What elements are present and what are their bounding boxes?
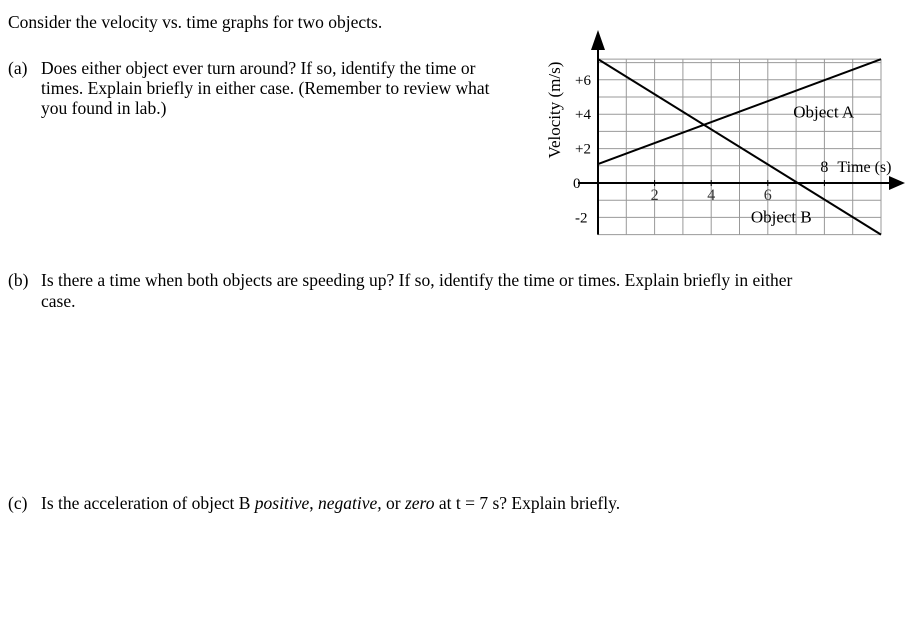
y-axis-arrow <box>591 30 605 50</box>
question-text: Is the acceleration of object B <box>41 493 255 513</box>
y-axis-label: Velocity (m/s) <box>545 61 564 159</box>
question-label: (c) <box>8 493 28 513</box>
question-b <box>8 270 828 312</box>
x-axis-arrow <box>889 176 905 190</box>
question-text: at t = 7 s? Explain briefly. <box>434 493 621 513</box>
y-tick-label: +4 <box>575 107 591 124</box>
x-tick-label: 8 <box>820 159 829 176</box>
x-axis-label: Time (s) <box>837 159 892 176</box>
option-negative: negative, <box>317 493 382 513</box>
x-tick-label: 6 <box>763 187 772 204</box>
question-c <box>8 493 908 514</box>
intro-text: Consider the velocity vs. time graphs for two objects. <box>8 12 383 32</box>
option-zero: zero <box>404 493 435 513</box>
option-positive: positive <box>254 493 310 513</box>
x-tick-label: 4 <box>707 187 716 204</box>
y-tick-label: +6 <box>575 72 591 89</box>
separator: , <box>309 493 318 513</box>
question-a <box>8 58 518 118</box>
question-text: Is there a time when both objects are speeding up? If so, identify the time or times. Explain briefly in either case. <box>41 270 793 311</box>
series-label-object-a: Object A <box>793 102 855 122</box>
question-text: Does either object ever turn around? If so, identify the time or times. Explain briefly in either case. (Remember to review what you found in lab.) <box>41 58 490 118</box>
question-label: (a) <box>8 58 28 78</box>
series-label-object-b: Object B <box>750 207 812 227</box>
question-label: (b) <box>8 270 29 290</box>
y-tick-label: 0 <box>573 176 581 192</box>
y-tick-label: -2 <box>575 210 588 227</box>
separator: or <box>381 493 405 513</box>
y-tick-label: +2 <box>575 141 591 158</box>
x-tick-label: 2 <box>650 187 659 204</box>
velocity-time-graph <box>530 20 910 240</box>
